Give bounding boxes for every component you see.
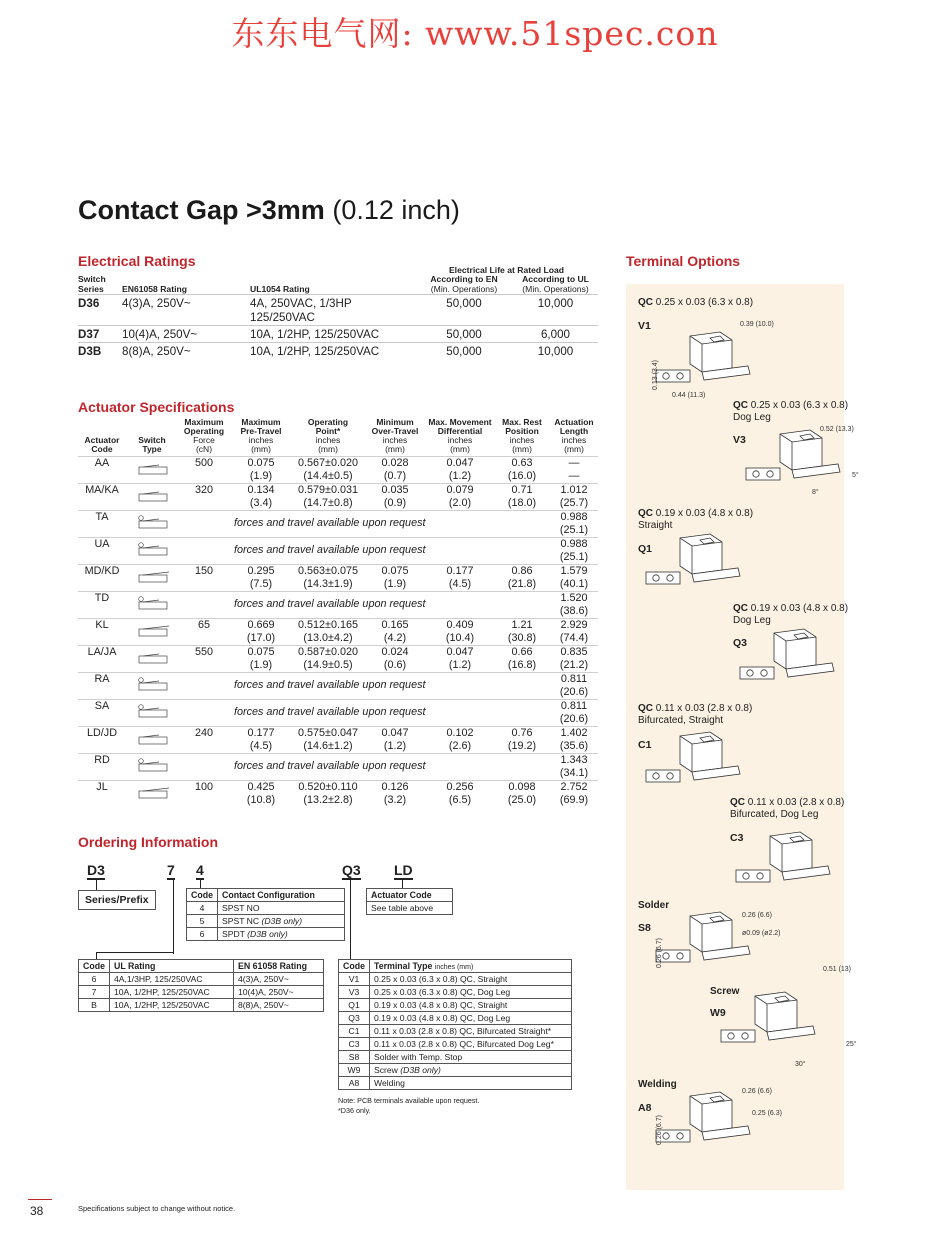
terminal-dimension: 5° xyxy=(852,472,859,479)
force: 500 xyxy=(178,456,230,483)
value-op: 0.520±0.110 (13.2±2.8) xyxy=(292,780,364,807)
title-bold: Contact Gap >3mm xyxy=(78,195,325,225)
value-rest: 0.86 (21.8) xyxy=(494,564,550,591)
terminal-option-code: C1 xyxy=(638,739,652,751)
series-prefix-label: Series/Prefix xyxy=(78,890,156,910)
terminal-option-label: QC 0.19 x 0.03 (4.8 x 0.8) Dog Leg xyxy=(733,603,849,626)
terminal-drawing-w9 xyxy=(715,990,825,1060)
value-len: 1.343 (34.1) xyxy=(550,753,598,780)
switch-type-icon xyxy=(135,623,169,637)
terminal-row: C3 0.11 x 0.03 (2.8 x 0.8) QC, Bifurcated Dog Leg* xyxy=(339,1038,572,1051)
force: 100 xyxy=(178,780,230,807)
life-ul: 10,000 xyxy=(513,295,598,326)
value-diff: 0.047 (1.2) xyxy=(426,645,494,672)
life-en: 50,000 xyxy=(415,295,513,326)
value-len: 0.988 (25.1) xyxy=(550,510,598,537)
terminal-row: S8 Solder with Temp. Stop xyxy=(339,1051,572,1064)
electrical-row xyxy=(78,343,598,360)
value-diff: 0.079 (2.0) xyxy=(426,483,494,510)
actuator-header-rest: Max. Rest Position inches (mm) xyxy=(502,417,542,454)
terminal-row: Q3 0.19 x 0.03 (4.8 x 0.8) QC, Dog Leg xyxy=(339,1012,572,1025)
actuator-row xyxy=(78,672,598,699)
contact-row: 4 SPST NO xyxy=(187,902,345,915)
actuator-code: KL xyxy=(78,618,126,645)
electrical-ratings-table xyxy=(78,266,598,360)
value-len: 2.929 (74.4) xyxy=(550,618,598,645)
actuator-row xyxy=(78,699,598,726)
terminal-dimension: 0.26 (6.6) xyxy=(742,1088,772,1095)
actuator-code-table: Actuator Code See table above xyxy=(366,888,453,915)
terminal-row: W9 Screw (D3B only) xyxy=(339,1064,572,1077)
switch-type xyxy=(126,510,178,537)
value-len: 1.012 (25.7) xyxy=(550,483,598,510)
request-note: forces and travel available upon request xyxy=(230,591,550,618)
actuator-header-force: Maximum Operating Force (cN) xyxy=(183,417,225,454)
terminal-dimension: 0.52 (13.3) xyxy=(820,426,854,433)
actuator-row xyxy=(78,618,598,645)
value-diff: 0.409 (10.4) xyxy=(426,618,494,645)
terminal-type-table: Code Terminal Type inches (mm) V1 0.25 x 0.03 (6.3 x 0.8) QC, Straight V3 0.25 x 0.03 (6.3 x 0.8) QC, Dog Leg Q1 0.19 x 0.03 (4.8 x 0.8) QC, Straight Q3 0.19 x 0.03 (4.8 x 0.8) QC, Dog Leg C1 0.11 x 0.03 (2.8 x 0.8) QC, Bifurcated Straight* C3 0.11 x 0.03 (2.8 x 0.8) QC, Bifurcated Dog Leg* S8 Solder with Temp. Stop W9 Screw (D3B only) A8 Welding Note: PCB terminals available upon request. *D36 only. xyxy=(338,959,572,1117)
value-diff: 0.256 (6.5) xyxy=(426,780,494,807)
value-over: 0.047 (1.2) xyxy=(364,726,426,753)
series-code: D36 xyxy=(78,295,122,326)
terminal-row: A8 Welding xyxy=(339,1077,572,1090)
actuator-header-length: Actuation Length inches (mm) xyxy=(554,417,594,454)
actuator-code: MD/KD xyxy=(78,564,126,591)
actuator-row xyxy=(78,753,598,780)
series-code: D37 xyxy=(78,326,122,343)
life-group-header: Electrical Life at Rated Load xyxy=(448,265,565,275)
actuator-row xyxy=(78,591,598,618)
request-note: forces and travel available upon request xyxy=(230,753,550,780)
terminal-dimension: 30° xyxy=(795,1061,806,1068)
terminal-option-label: QC 0.19 x 0.03 (4.8 x 0.8) Straight xyxy=(638,508,754,531)
actuator-row xyxy=(78,537,598,564)
terminal-option-label: Welding xyxy=(638,1079,677,1090)
en-rating: 10(4)A, 250V~ xyxy=(122,326,250,343)
actuator-row xyxy=(78,780,598,807)
force: 240 xyxy=(178,726,230,753)
value-pre: 0.075 (1.9) xyxy=(230,456,292,483)
actuator-header-oppoint: Operating Point* inches (mm) xyxy=(307,417,349,454)
force: 320 xyxy=(178,483,230,510)
actuator-row xyxy=(78,483,598,510)
switch-type-icon xyxy=(135,650,169,664)
value-op: 0.563±0.075 (14.3±1.9) xyxy=(292,564,364,591)
terminal-drawing-q1 xyxy=(640,532,750,602)
value-len: 2.752 (69.9) xyxy=(550,780,598,807)
value-rest: 1.21 (30.8) xyxy=(494,618,550,645)
terminal-drawing-v3 xyxy=(740,428,850,498)
electrical-row xyxy=(78,326,598,343)
value-len: 0.811 (20.6) xyxy=(550,672,598,699)
terminal-drawing-a8 xyxy=(650,1090,760,1160)
value-op: 0.579±0.031 (14.7±0.8) xyxy=(292,483,364,510)
electrical-ratings-heading: Electrical Ratings xyxy=(78,253,196,269)
terminal-dimension: 0.51 (13) xyxy=(823,966,852,973)
actuator-code: AA xyxy=(78,456,126,483)
actuator-header-pretravel: Maximum Pre-Travel inches (mm) xyxy=(240,417,282,454)
terminal-option-code: Q3 xyxy=(733,637,748,649)
value-len: 0.811 (20.6) xyxy=(550,699,598,726)
actuator-header-overtravel: Minimum Over-Travel inches (mm) xyxy=(371,417,419,454)
force: 65 xyxy=(178,618,230,645)
terminal-row: V1 0.25 x 0.03 (6.3 x 0.8) QC, Straight xyxy=(339,973,572,986)
terminal-drawing-c1 xyxy=(640,730,750,800)
value-over: 0.028 (0.7) xyxy=(364,456,426,483)
switch-type xyxy=(126,726,178,753)
switch-type xyxy=(126,591,178,618)
actuator-code: RA xyxy=(78,672,126,699)
actuator-header-type: Switch Type xyxy=(138,434,166,454)
switch-type-icon xyxy=(135,704,169,718)
footer-note: Specifications subject to change without notice. xyxy=(78,1204,236,1213)
value-pre: 0.134 (3.4) xyxy=(230,483,292,510)
switch-type xyxy=(126,672,178,699)
terminal-dimension: 0.25 (6.3) xyxy=(752,1110,782,1117)
code-part-actuator: LD xyxy=(394,862,413,878)
value-pre: 0.177 (4.5) xyxy=(230,726,292,753)
value-len: 1.579 (40.1) xyxy=(550,564,598,591)
switch-type xyxy=(126,618,178,645)
switch-type-icon xyxy=(135,461,169,475)
terminal-drawing-s8 xyxy=(650,910,760,980)
terminal-drawing-c3 xyxy=(730,830,840,900)
electrical-row xyxy=(78,295,598,326)
value-len: 0.988 (25.1) xyxy=(550,537,598,564)
actuator-row xyxy=(78,645,598,672)
switch-type-icon xyxy=(135,758,169,772)
value-op: 0.567±0.020 (14.4±0.5) xyxy=(292,456,364,483)
value-over: 0.126 (3.2) xyxy=(364,780,426,807)
actuator-code: JL xyxy=(78,780,126,807)
watermark: 东东电气网: www.51spec.con xyxy=(231,14,719,53)
terminal-row: V3 0.25 x 0.03 (6.3 x 0.8) QC, Dog Leg xyxy=(339,986,572,999)
actuator-code: MA/KA xyxy=(78,483,126,510)
switch-type-icon xyxy=(135,785,169,799)
value-diff: 0.102 (2.6) xyxy=(426,726,494,753)
value-len: 1.402 (35.6) xyxy=(550,726,598,753)
terminal-dimension: 0.44 (11.3) xyxy=(672,392,706,399)
pcb-note: Note: PCB terminals available upon request. xyxy=(338,1096,480,1105)
en-rating: 8(8)A, 250V~ xyxy=(122,343,250,360)
en-header: EN61058 Rating xyxy=(122,283,187,294)
switch-type-icon xyxy=(135,677,169,691)
terminal-option-code: Q1 xyxy=(638,543,653,555)
contact-config-table: Code Contact Configuration 4 SPST NO 5 SPST NC (D3B only) 6 SPDT (D3B only) xyxy=(186,888,345,941)
terminal-option-code: W9 xyxy=(710,1007,726,1019)
code-part-series: D3 xyxy=(87,862,105,878)
terminal-dimension: 0.39 (10.0) xyxy=(740,321,774,328)
terminal-options-heading: Terminal Options xyxy=(626,253,741,269)
life-en: 50,000 xyxy=(415,326,513,343)
switch-type xyxy=(126,645,178,672)
terminal-option-code: A8 xyxy=(638,1102,652,1114)
force: 550 xyxy=(178,645,230,672)
code-part-contact: 4 xyxy=(196,862,204,878)
actuator-specs-heading: Actuator Specifications xyxy=(78,399,235,415)
request-note: forces and travel available upon request xyxy=(230,510,550,537)
switch-type xyxy=(126,456,178,483)
ul-rating: 4A, 250VAC, 1/3HP 125/250VAC xyxy=(250,295,415,326)
value-pre: 0.075 (1.9) xyxy=(230,645,292,672)
terminal-option-label: QC 0.11 x 0.03 (2.8 x 0.8) Bifurcated, Straight xyxy=(638,703,753,726)
switch-type-icon xyxy=(135,596,169,610)
actuator-code: RD xyxy=(78,753,126,780)
value-pre: 0.669 (17.0) xyxy=(230,618,292,645)
switch-type xyxy=(126,564,178,591)
actuator-row xyxy=(78,510,598,537)
terminal-dimension: 0.26 (6.7) xyxy=(656,1115,663,1145)
ul-rating: 10A, 1/2HP, 125/250VAC xyxy=(250,343,415,360)
value-over: 0.035 (0.9) xyxy=(364,483,426,510)
terminal-option-label: Screw xyxy=(710,986,740,997)
actuator-code: TD xyxy=(78,591,126,618)
switch-type-icon xyxy=(135,569,169,583)
switch-type xyxy=(126,780,178,807)
terminal-dimension: 0.26 (6.6) xyxy=(742,912,772,919)
ul-rating: 10A, 1/2HP, 125/250VAC xyxy=(250,326,415,343)
switch-type-icon xyxy=(135,731,169,745)
contact-row: 5 SPST NC (D3B only) xyxy=(187,915,345,928)
life-en-header: According to EN (Min. Operations) xyxy=(430,274,498,294)
terminal-row: C1 0.11 x 0.03 (2.8 x 0.8) QC, Bifurcated Straight* xyxy=(339,1025,572,1038)
value-over: 0.024 (0.6) xyxy=(364,645,426,672)
life-ul: 10,000 xyxy=(513,343,598,360)
value-rest: 0.76 (19.2) xyxy=(494,726,550,753)
value-rest: 0.71 (18.0) xyxy=(494,483,550,510)
terminal-option-code: S8 xyxy=(638,922,651,934)
value-len: — — xyxy=(550,456,598,483)
switch-type-icon xyxy=(135,488,169,502)
value-op: 0.575±0.047 (14.6±1.2) xyxy=(292,726,364,753)
switch-type-icon xyxy=(135,542,169,556)
en-rating: 4(3)A, 250V~ xyxy=(122,295,250,326)
terminal-drawing-v1 xyxy=(650,330,760,400)
actuator-header-diff: Max. Movement Differential inches (mm) xyxy=(428,417,492,454)
value-rest: 0.63 (16.0) xyxy=(494,456,550,483)
actuator-code: LD/JD xyxy=(78,726,126,753)
switch-type xyxy=(126,753,178,780)
switch-type xyxy=(126,483,178,510)
actuator-code: UA xyxy=(78,537,126,564)
value-len: 1.520 (38.6) xyxy=(550,591,598,618)
ul-row: B 10A, 1/2HP, 125/250VAC 8(8)A, 250V~ xyxy=(79,999,324,1012)
terminal-dimension: 0.26 (6.7) xyxy=(656,938,663,968)
value-op: 0.512±0.165 (13.0±4.2) xyxy=(292,618,364,645)
life-en: 50,000 xyxy=(415,343,513,360)
switch-type xyxy=(126,537,178,564)
code-part-ul: 7 xyxy=(167,862,175,878)
value-rest: 0.098 (25.0) xyxy=(494,780,550,807)
terminal-option-code: V3 xyxy=(733,434,746,446)
request-note: forces and travel available upon request xyxy=(230,537,550,564)
value-over: 0.075 (1.9) xyxy=(364,564,426,591)
ul-row: 7 10A, 1/2HP, 125/250VAC 10(4)A, 250V~ xyxy=(79,986,324,999)
value-over: 0.165 (4.2) xyxy=(364,618,426,645)
actuator-code: LA/JA xyxy=(78,645,126,672)
terminal-dimension: 8° xyxy=(812,489,819,496)
value-pre: 0.295 (7.5) xyxy=(230,564,292,591)
title-light: (0.12 inch) xyxy=(332,195,460,225)
d36-note: *D36 only. xyxy=(338,1106,371,1116)
switch-type-icon xyxy=(135,515,169,529)
series-header: Switch Series xyxy=(78,274,106,294)
ordering-heading: Ordering Information xyxy=(78,834,218,850)
life-ul-header: According to UL (Min. Operations) xyxy=(522,274,589,294)
ul-row: 6 4A,1/3HP, 125/250VAC 4(3)A, 250V~ xyxy=(79,973,324,986)
series-code: D3B xyxy=(78,343,122,360)
terminal-option-label: Solder xyxy=(638,900,670,911)
terminal-option-label: QC 0.25 x 0.03 (6.3 x 0.8) Dog Leg xyxy=(733,400,849,423)
terminal-dimension: ø0.09 (ø2.2) xyxy=(742,930,781,937)
life-ul: 6,000 xyxy=(513,326,598,343)
ul-rating-table: Code UL Rating EN 61058 Rating 6 4A,1/3HP, 125/250VAC 4(3)A, 250V~ 7 10A, 1/2HP, 125/250VAC 10(4)A, 250V~ B 10A, 1/2HP, 125/250VAC 8(8)A, 250V~ xyxy=(78,959,324,1012)
actuator-code: SA xyxy=(78,699,126,726)
terminal-drawing-q3 xyxy=(734,627,844,697)
page-number: 38 xyxy=(30,1204,44,1218)
ul-header: UL1054 Rating xyxy=(250,283,310,294)
force: 150 xyxy=(178,564,230,591)
terminal-option-code: V1 xyxy=(638,320,651,332)
request-note: forces and travel available upon request xyxy=(230,672,550,699)
terminal-option-label: QC 0.25 x 0.03 (6.3 x 0.8) xyxy=(638,297,754,308)
actuator-row xyxy=(78,564,598,591)
value-diff: 0.047 (1.2) xyxy=(426,456,494,483)
terminal-option-label: QC 0.11 x 0.03 (2.8 x 0.8) Bifurcated, Dog Leg xyxy=(730,797,845,820)
value-diff: 0.177 (4.5) xyxy=(426,564,494,591)
actuator-row xyxy=(78,456,598,483)
terminal-option-code: C3 xyxy=(730,832,744,844)
terminal-dimension: 0.13 (3.4) xyxy=(652,360,659,390)
value-rest: 0.66 (16.8) xyxy=(494,645,550,672)
value-op: 0.587±0.020 (14.9±0.5) xyxy=(292,645,364,672)
page-title xyxy=(78,195,460,226)
terminal-row: Q1 0.19 x 0.03 (4.8 x 0.8) QC, Straight xyxy=(339,999,572,1012)
actuator-specs-table xyxy=(78,418,598,807)
value-pre: 0.425 (10.8) xyxy=(230,780,292,807)
request-note: forces and travel available upon request xyxy=(230,699,550,726)
code-part-terminal: Q3 xyxy=(342,862,361,878)
terminal-dimension: 25° xyxy=(846,1041,857,1048)
actuator-header-code: Actuator Code xyxy=(84,434,120,454)
switch-type xyxy=(126,699,178,726)
value-len: 0.835 (21.2) xyxy=(550,645,598,672)
actuator-code: TA xyxy=(78,510,126,537)
contact-row: 6 SPDT (D3B only) xyxy=(187,928,345,941)
actuator-row xyxy=(78,726,598,753)
